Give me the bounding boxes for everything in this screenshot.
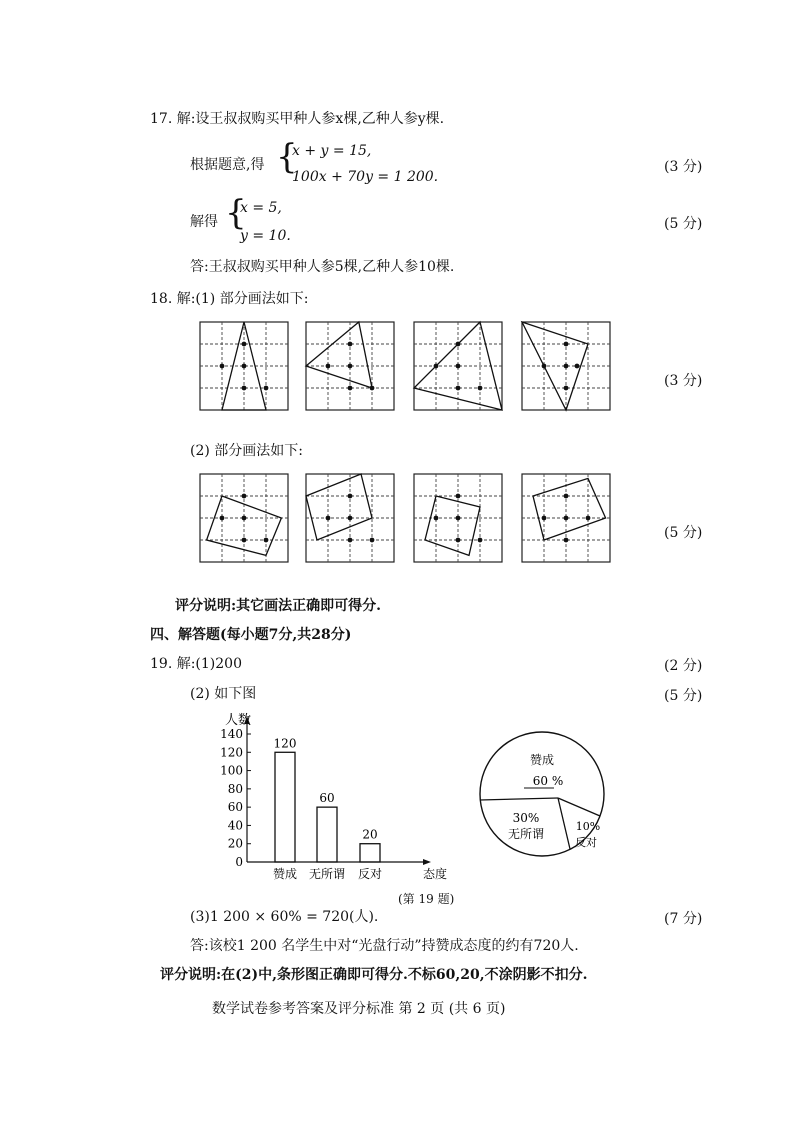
grid-point xyxy=(348,342,353,347)
grid-point xyxy=(575,364,580,369)
grid-point xyxy=(564,386,569,391)
q19-score-1: (2 分) xyxy=(664,658,703,674)
page-footer: 数学试卷参考答案及评分标准 第 2 页 (共 6 页) xyxy=(212,1001,506,1017)
bar-3 xyxy=(360,844,380,862)
grid-point xyxy=(456,516,461,521)
drawn-shape xyxy=(306,474,372,540)
q19-scoring-note xyxy=(160,966,588,984)
q19-bar-chart xyxy=(220,710,455,890)
grid-point xyxy=(564,494,569,499)
q17-answer: 答:王叔叔购买甲种人参5棵,乙种人参10棵. xyxy=(190,259,455,275)
bar-data-label: 20 xyxy=(362,827,378,842)
pie-percent-indifferent: 30% xyxy=(512,811,540,825)
q19-part3: (3)1 200 × 60% = 720(人). xyxy=(190,909,379,925)
grid-point xyxy=(434,364,439,369)
pie-percent-oppose: 10% xyxy=(575,820,601,833)
q17-solve-label: 解得 xyxy=(190,214,218,230)
bar-data-label: 60 xyxy=(319,791,335,806)
bar-1 xyxy=(275,752,295,862)
q19-part2: (2) 如下图 xyxy=(190,686,257,702)
grid-point xyxy=(370,386,375,391)
q19-caption: (第 19 题) xyxy=(398,892,455,906)
grid-point xyxy=(326,364,331,369)
grid-point xyxy=(478,386,483,391)
x-axis-arrow xyxy=(423,859,431,865)
y-tick-label: 100 xyxy=(220,763,243,778)
grid-point xyxy=(264,538,269,543)
drawn-shape xyxy=(306,322,372,388)
grid-point xyxy=(456,386,461,391)
q17-solution-1: x = 5, xyxy=(240,200,282,216)
q17-brace-2: { xyxy=(225,193,247,233)
q17-score-1: (3 分) xyxy=(664,159,703,175)
q17-solution-2: y = 10. xyxy=(240,228,291,244)
grid-point xyxy=(326,516,331,521)
x-category-label: 赞成 xyxy=(272,867,298,881)
grid-point xyxy=(348,516,353,521)
grid-point xyxy=(242,538,247,543)
y-tick-label: 120 xyxy=(220,745,243,760)
x-category-label: 无所谓 xyxy=(308,867,346,881)
grid-point xyxy=(348,364,353,369)
q19-part1: 19. 解:(1)200 xyxy=(150,656,242,672)
grid-figure-2-1 xyxy=(200,474,288,562)
q17-equation-1: x + y = 15, xyxy=(292,143,372,159)
y-tick-label: 40 xyxy=(227,818,243,833)
grid-figure-1-4 xyxy=(522,322,610,410)
q19-answer: 答:该校1 200 名学生中对“光盘行动”持赞成态度的约有720人. xyxy=(190,938,579,954)
y-tick-label: 80 xyxy=(227,781,243,796)
q19-pie-chart xyxy=(478,728,618,868)
grid-figure-1-2 xyxy=(306,322,394,410)
grid-figure-2-2 xyxy=(306,474,394,562)
q17-score-2: (5 分) xyxy=(664,216,703,232)
grid-point xyxy=(456,538,461,543)
grid-point xyxy=(348,494,353,499)
grid-figure-2-4 xyxy=(522,474,610,562)
grid-point xyxy=(242,364,247,369)
grid-point xyxy=(220,364,225,369)
y-tick-label: 60 xyxy=(227,800,243,815)
pie-label-indifferent: 无所谓 xyxy=(507,827,545,841)
grid-point xyxy=(242,516,247,521)
grid-point xyxy=(564,364,569,369)
grid-point xyxy=(456,364,461,369)
section4-title: 四、解答题(每小题7分,共28分) xyxy=(150,627,352,643)
pie-divider xyxy=(558,798,600,816)
grid-point xyxy=(242,386,247,391)
grid-figure-1-3 xyxy=(414,322,502,410)
grid-point xyxy=(478,538,483,543)
q18-part1: 18. 解:(1) 部分画法如下: xyxy=(150,291,309,307)
q18-score-2: (5 分) xyxy=(664,525,703,541)
y-tick-label: 0 xyxy=(235,855,243,869)
q17-intro: 17. 解:设王叔叔购买甲种人参x棵,乙种人参y棵. xyxy=(150,111,445,127)
grid-point xyxy=(348,538,353,543)
grid-point xyxy=(242,342,247,347)
drawn-shape xyxy=(425,496,480,555)
grid-point xyxy=(564,538,569,543)
grid-point xyxy=(242,494,247,499)
grid-point xyxy=(348,386,353,391)
grid-point xyxy=(564,516,569,521)
q19-note-text: 评分说明:在(2)中,条形图正确即可得分.不标60,20,不涂阴影不扣分. xyxy=(160,967,588,983)
grid-point xyxy=(564,342,569,347)
grid-figure-1-1 xyxy=(200,322,288,410)
pie-label-oppose: 反对 xyxy=(575,836,597,849)
grid-point xyxy=(542,364,547,369)
y-tick-label: 140 xyxy=(220,727,243,741)
y-axis-label: 人数 xyxy=(225,713,252,728)
grid-point xyxy=(456,494,461,499)
grid-point xyxy=(264,386,269,391)
q17-condition-label: 根据题意,得 xyxy=(190,157,265,173)
grid-point xyxy=(456,342,461,347)
grid-point xyxy=(434,516,439,521)
x-category-label: 反对 xyxy=(357,867,383,881)
grid-point xyxy=(370,538,375,543)
grid-figure-2-3 xyxy=(414,474,502,562)
q18-scoring-note: 评分说明:其它画法正确即可得分. xyxy=(175,598,382,614)
bar-2 xyxy=(317,807,337,862)
grid-point xyxy=(220,516,225,521)
pie-divider xyxy=(480,798,558,800)
q17-brace-1: { xyxy=(276,137,298,177)
grid-point xyxy=(542,516,547,521)
q19-score-2: (5 分) xyxy=(664,688,703,704)
q17-equation-2: 100x + 70y = 1 200. xyxy=(292,169,439,185)
q19-score-3: (7 分) xyxy=(664,911,703,927)
q18-score-1: (3 分) xyxy=(664,373,703,389)
x-axis-label: 态度 xyxy=(422,867,448,881)
pie-divider xyxy=(558,798,570,849)
grid-point xyxy=(586,516,591,521)
q18-part2: (2) 部分画法如下: xyxy=(190,443,303,459)
pie-label-approve: 赞成 xyxy=(529,753,555,767)
pie-percent-approve: 60 % xyxy=(532,774,564,788)
y-tick-label: 20 xyxy=(227,836,243,851)
bar-data-label: 120 xyxy=(273,736,297,751)
